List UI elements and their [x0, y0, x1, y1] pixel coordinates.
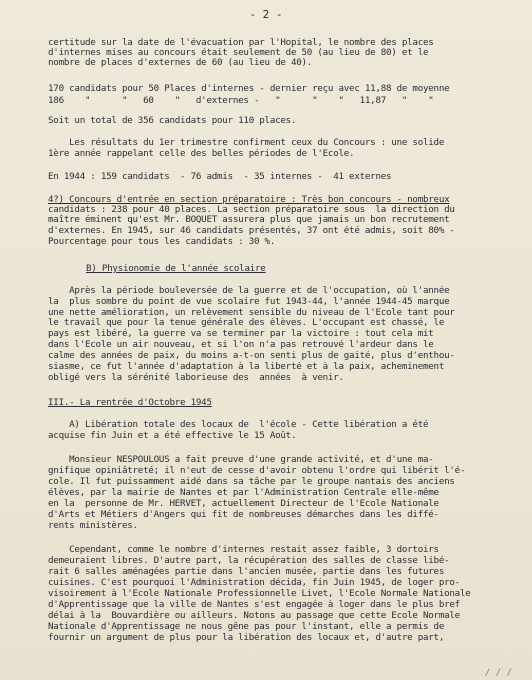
text-line: rents ministères. — [48, 520, 138, 531]
section-heading: III.- La rentrée d'Octobre 1945 — [48, 397, 212, 408]
text-line: visoirement à l'Ecole Nationale Professionnelle Livet, l'Ecole Normale Nationale — [48, 588, 471, 599]
text-line: rait 6 salles aménagées partie dans l'ancien musée, partie dans les futures — [48, 566, 445, 577]
text-line: gnifique opiniâtreté; il n'eut de cesse d'avoir obtenu l'ordre qui libérit l'é- — [48, 465, 466, 476]
text-line: élèves, par la mairie de Nantes et par l'Administration Centrale elle-même — [48, 487, 439, 498]
text-line: Monsieur NESPOULOUS a fait preuve d'une grande activité, et d'une ma- — [48, 454, 434, 465]
text-line: délai à la Bouvardière ou ailleurs. Notons au passage que cette Ecole Normale — [48, 610, 460, 621]
text-line: 186 " " 60 " d'externes - " " " 11,87 " " — [48, 95, 434, 106]
text-line: siasme, ce fut l'année d'adaptation à la liberté et à la paix, acheminement — [48, 361, 445, 372]
text-line: calme des années de paix, du moins a-t-on senti plus de gaité, plus d'enthou- — [48, 350, 455, 361]
text-line: acquise fin Juin et a été effective le 15 Août. — [48, 430, 297, 441]
text-line: fournir un argument de plus pour la libération des locaux et, d'autre part, — [48, 632, 445, 643]
page-number: - 2 - — [249, 8, 283, 21]
text-line: Pourcentage pour tous les candidats : 30 %. — [48, 236, 276, 247]
text-line: 1ère année rappelant celle des belles périodes de l'Ecole. — [48, 148, 355, 159]
text-line: Nationale d'Apprentissage ne nous gêne pas pour l'instant, elle a permis de — [48, 621, 445, 632]
text-line: certitude sur la date de l'évacuation par l'Hopital, le nombre des places — [48, 37, 434, 48]
text-line: nombre de places d'externes de 60 (au lieu de 40). — [48, 57, 313, 68]
footer-fragment: / / / — [484, 668, 512, 678]
text-line: d'externes. En 1945, sur 46 candidats présentés, 37 ont été admis, soit 80% - — [48, 225, 455, 236]
section-heading: B) Physionomie de l'année scolaire — [86, 263, 266, 274]
text-line: Soit un total de 356 candidats pour 110 places. — [48, 115, 297, 126]
section-heading: 4?) Concours d'entrée en section préparatoire : Très bon concours - nombreux — [48, 194, 450, 205]
text-line: en la personne de Mr. HERVET, actuellement Directeur de l'Ecole Nationale — [48, 498, 439, 509]
text-line: pays est libéré, la guerre va se terminer par la victoire : tout cela mit — [48, 328, 434, 339]
text-line: d'Arts et Métiers d'Angers qui fit de nombreuses démarches dans les diffé- — [48, 509, 439, 520]
text-line: obligé vers la sérénité laborieuse des années à venir. — [48, 372, 344, 383]
text-line: Les résultats du 1er trimestre confirment ceux du Concours : une solide — [48, 137, 445, 148]
text-line: 170 candidats pour 50 Places d'internes - dernier reçu avec 11,88 de moyenne — [48, 83, 450, 94]
text-line: la plus sombre du point de vue scolaire fut 1943-44, l'année 1944-45 marque — [48, 296, 450, 307]
text-line: cuisines. C'est pourquoi l'Administration décida, fin Juin 1945, de loger pro- — [48, 577, 460, 588]
text-line: d'Apprentissage que la ville de Nantes s'est engagée à loger dans le plus bref — [48, 599, 460, 610]
text-line: une nette amélioration, un relèvement sensible du niveau de l'Ecole tant pour — [48, 307, 455, 318]
text-line: A) Libération totale des locaux de l'école - Cette libération a été — [48, 419, 429, 430]
text-line: maître éminent qu'est Mr. BOQUET assurera plus que jamais un bon recrutement — [48, 214, 450, 225]
text-line: le travail que pour la tenue générale des élèves. L'occupant est chassé, le — [48, 317, 445, 328]
text-line: Après la période bouleversée de la guerre et de l'occupation, où l'année — [48, 285, 450, 296]
text-line: cole. Il fut puissamment aidé dans sa tâche par le groupe nantais des anciens — [48, 476, 455, 487]
text-line: candidats : 238 pour 40 places. La section préparatoire sous la direction du — [48, 204, 455, 215]
text-line: d'internes mises au concours était seulement de 50 (au lieu de 80) et le — [48, 47, 429, 58]
text-line: Cependant, comme le nombre d'internes restait assez faible, 3 dortoirs — [48, 544, 439, 555]
text-line: dans l'Ecole un air nouveau, et si l'on n'a pas retrouvé l'ardeur dans le — [48, 339, 434, 350]
text-line: En 1944 : 159 candidats - 76 admis - 35 internes - 41 externes — [48, 171, 392, 182]
text-line: demeuraient libres. D'autre part, la récupération des salles de classe libé- — [48, 555, 450, 566]
